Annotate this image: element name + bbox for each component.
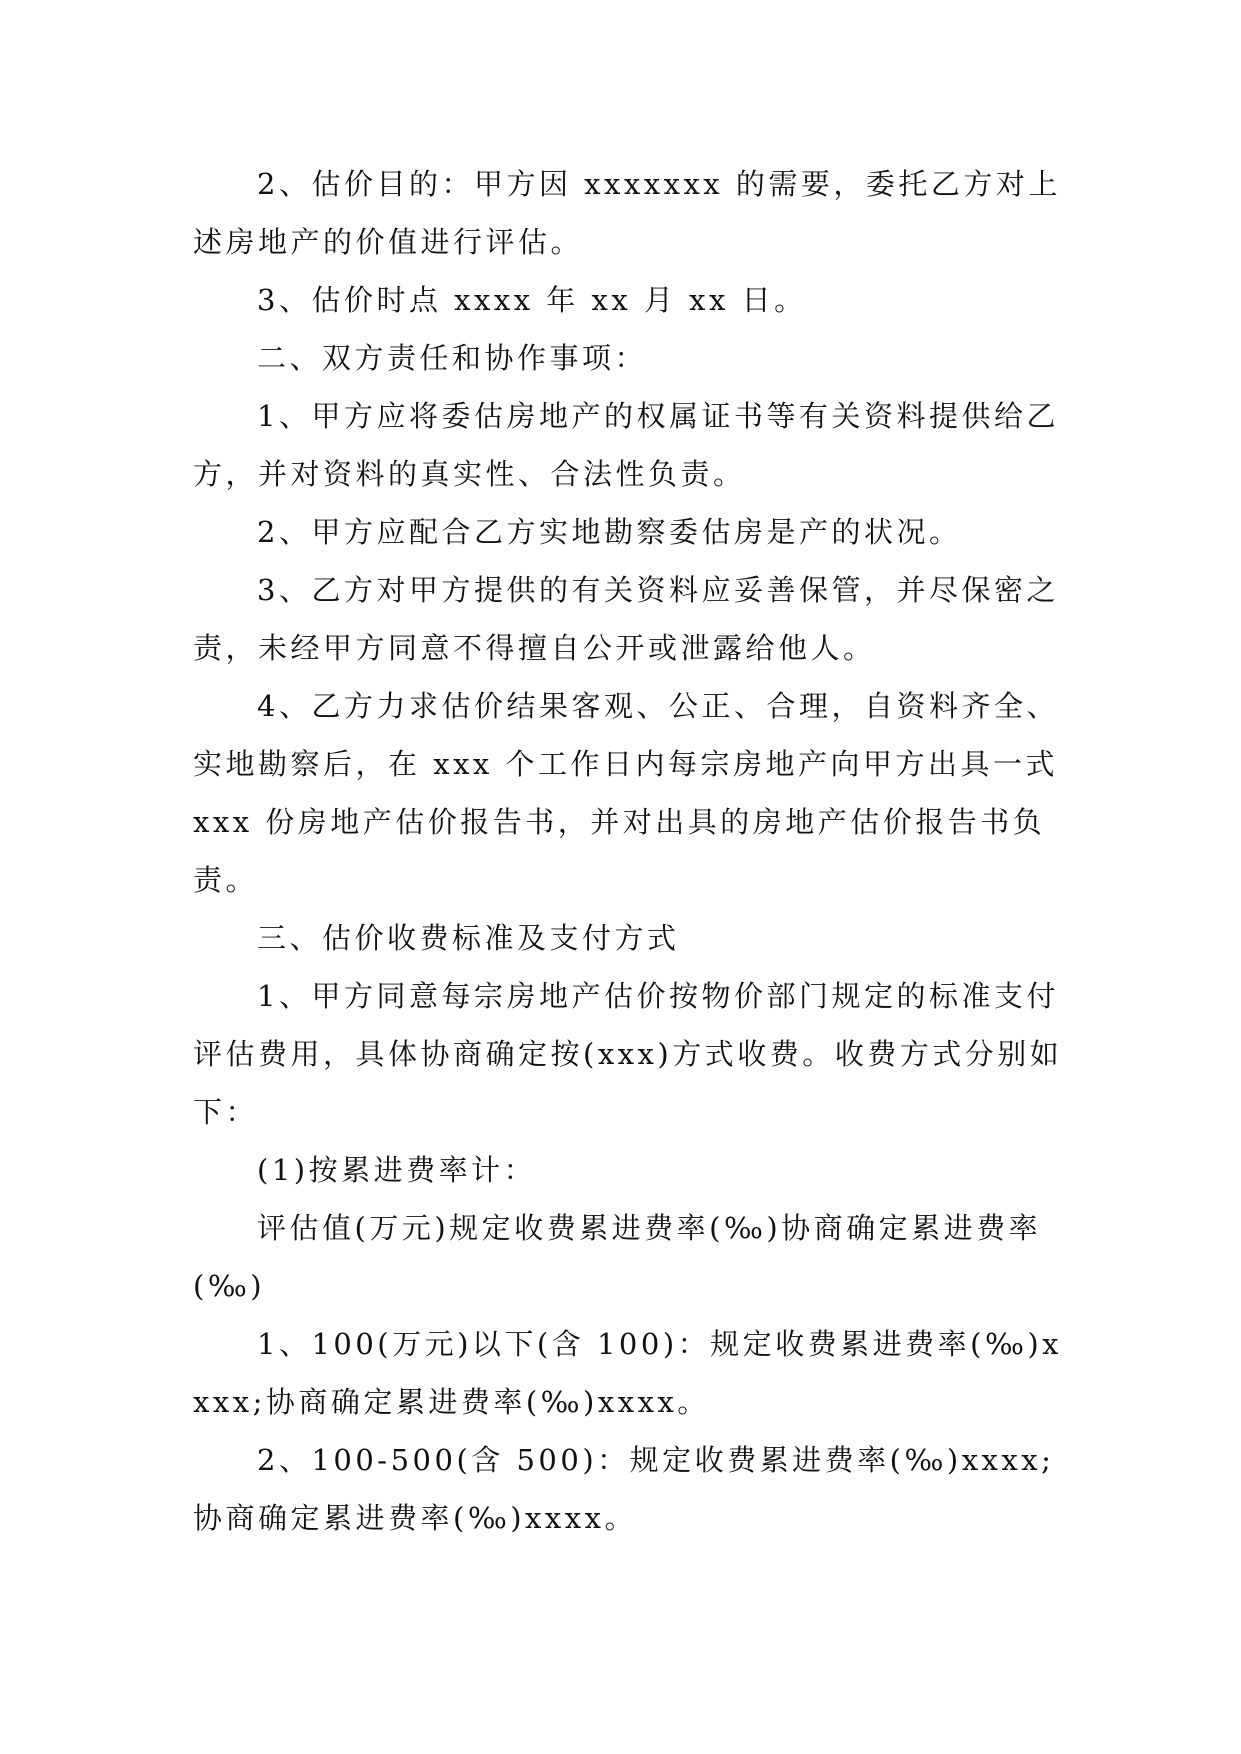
paragraph-fee-agreement: 1、甲方同意每宗房地产估价按物价部门规定的标准支付评估费用，具体协商确定按(xxx)方式收费。收费方式分别如下： [193,979,1063,1129]
paragraph-appraisal-date: 3、估价时点 xxxx 年 xx 月 xx 日。 [257,283,807,317]
document-body [193,155,1063,1547]
paragraph-party-a-cooperation: 2、甲方应配合乙方实地勘察委估房是产的状况。 [257,515,962,549]
paragraph-rate-tier-1: 1、100(万元)以下(含 100)：规定收费累进费率(‰)xxxx;协商确定累进费率(‰)xxxx。 [193,1327,1063,1419]
section-heading-fees: 三、估价收费标准及支付方式 [257,921,680,955]
paragraph-rate-tier-2: 2、100-500(含 500)：规定收费累进费率(‰)xxxx;协商确定累进费率(‰)xxxx。 [193,1443,1055,1535]
paragraph-progressive-rate: (1)按累进费率计： [257,1153,537,1187]
paragraph-party-a-documents: 1、甲方应将委估房地产的权属证书等有关资料提供给乙方，并对资料的真实性、合法性负责。 [193,399,1059,491]
paragraph-party-b-report: 4、乙方力求估价结果客观、公正、合理，自资料齐全、实地勘察后，在 xxx 个工作日内每宗房地产向甲方出具一式 xxx 份房地产估价报告书，并对出具的房地产估价报告书负责。 [193,689,1059,897]
paragraph-appraisal-purpose: 2、估价目的：甲方因 xxxxxxx 的需要，委托乙方对上述房地产的价值进行评估。 [193,167,1061,259]
section-heading-responsibilities: 二、双方责任和协作事项： [257,341,648,375]
paragraph-rate-table-header: 评估值(万元)规定收费累进费率(‰)协商确定累进费率(‰) [193,1211,1042,1303]
paragraph-party-b-confidentiality: 3、乙方对甲方提供的有关资料应妥善保管，并尽保密之责，未经甲方同意不得擅自公开或泄露给他人。 [193,573,1059,665]
